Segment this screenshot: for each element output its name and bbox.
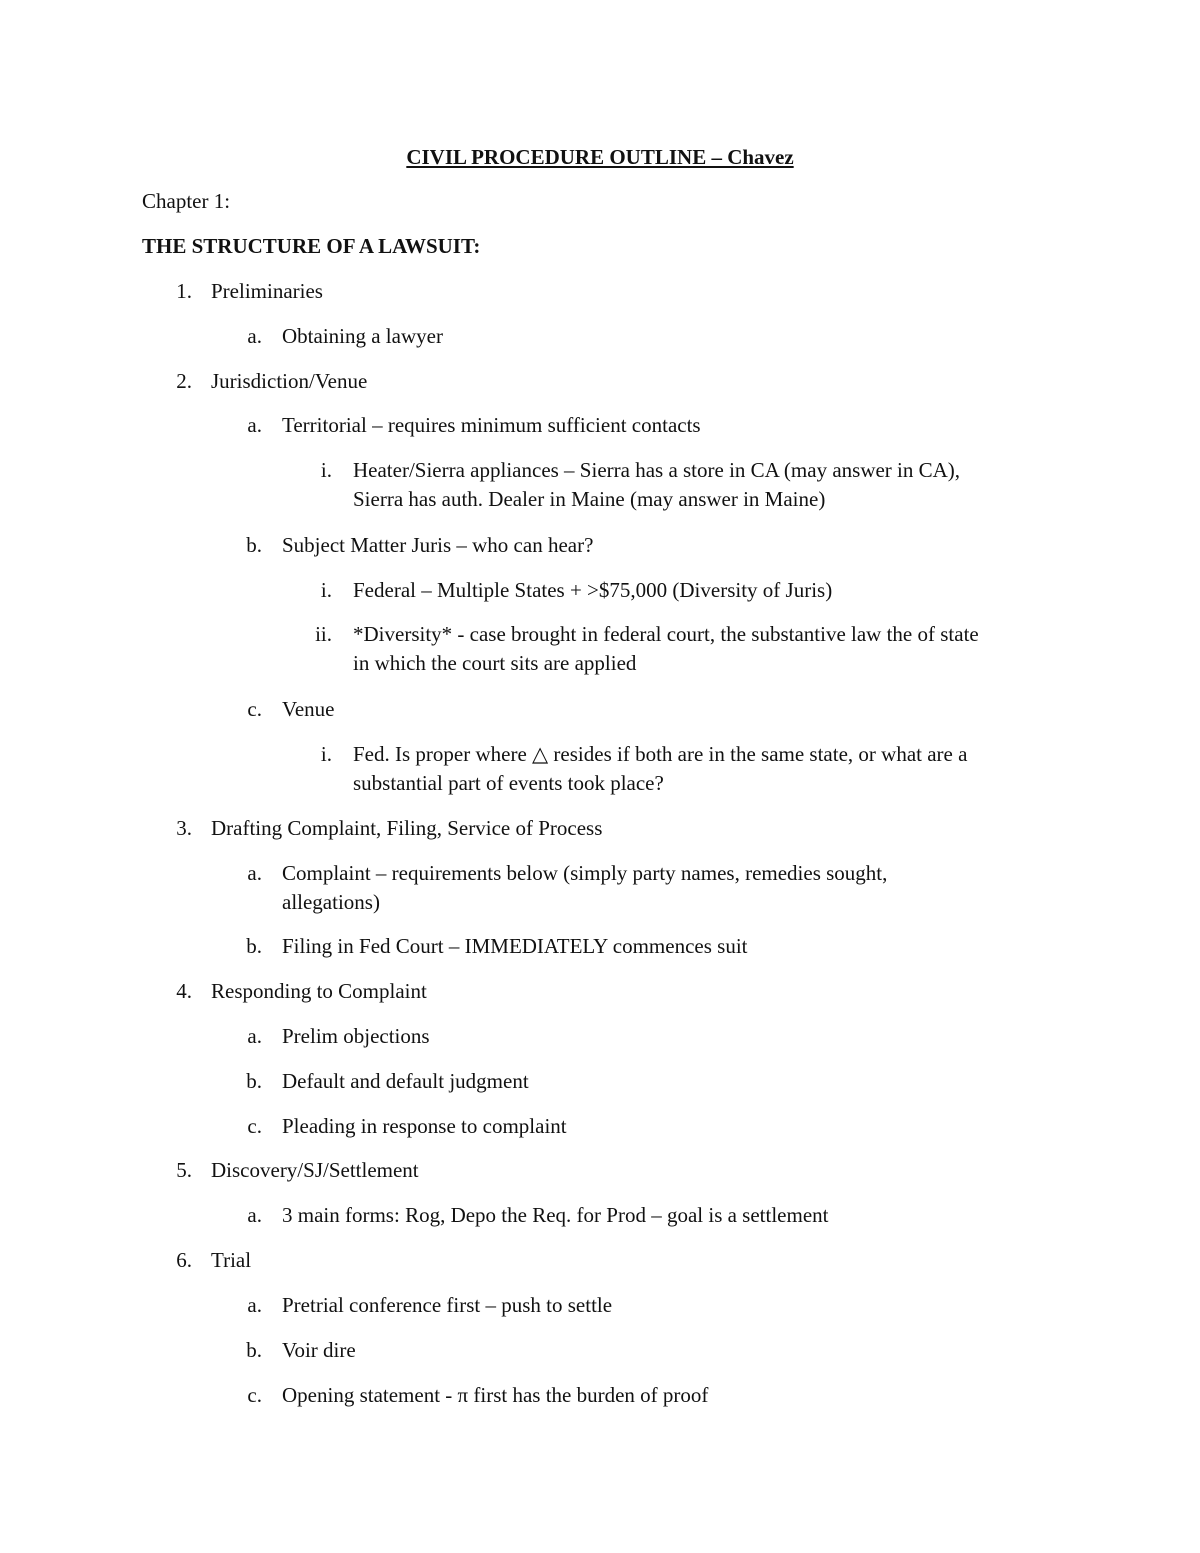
outline-text: Preliminaries <box>211 279 323 303</box>
document-title: CIVIL PROCEDURE OUTLINE – Chavez <box>406 145 794 169</box>
outline-text: Complaint – requirements below (simply party names, remedies sought, <box>282 861 888 885</box>
outline-text: Fed. Is proper where △ resides if both are in the same state, or what are a <box>353 742 968 766</box>
outline-text: Pleading in response to complaint <box>282 1114 567 1138</box>
outline-text: 3 main forms: Rog, Depo the Req. for Prod – goal is a settlement <box>282 1203 829 1227</box>
outline-marker: a. <box>247 324 262 348</box>
outline-marker: i. <box>320 742 332 766</box>
outline-text: Territorial – requires minimum sufficient contacts <box>282 413 701 437</box>
outline-marker: a. <box>247 1203 262 1227</box>
outline-text: Venue <box>282 697 335 721</box>
outline-text: Discovery/SJ/Settlement <box>211 1158 419 1182</box>
outline-marker: a. <box>247 861 262 885</box>
outline-marker: b. <box>246 533 262 557</box>
outline-text: Jurisdiction/Venue <box>211 369 368 393</box>
outline-text: Trial <box>211 1248 252 1272</box>
outline-marker: 4. <box>176 979 192 1003</box>
outline-text: Drafting Complaint, Filing, Service of Process <box>211 816 603 840</box>
outline-marker: c. <box>247 1383 262 1407</box>
outline-marker: b. <box>246 934 262 958</box>
chapter-label: Chapter 1: <box>142 189 231 213</box>
outline-marker: a. <box>247 1024 262 1048</box>
outline-text: Obtaining a lawyer <box>282 324 443 348</box>
outline-marker: i. <box>320 458 332 482</box>
outline-text: Federal – Multiple States + >$75,000 (Diversity of Juris) <box>353 578 833 602</box>
outline-text-continuation: in which the court sits are applied <box>353 651 637 675</box>
outline-text-continuation: Sierra has auth. Dealer in Maine (may answer in Maine) <box>353 487 826 511</box>
outline-marker: 6. <box>176 1248 192 1272</box>
section-heading: THE STRUCTURE OF A LAWSUIT: <box>142 234 481 258</box>
outline-text: Heater/Sierra appliances – Sierra has a store in CA (may answer in CA), <box>353 458 961 482</box>
outline-text: Filing in Fed Court – IMMEDIATELY commences suit <box>282 934 748 958</box>
outline-text: Pretrial conference first – push to settle <box>282 1293 613 1317</box>
outline-marker: a. <box>247 413 262 437</box>
outline-marker: 5. <box>176 1158 192 1182</box>
outline-text: Default and default judgment <box>282 1069 529 1093</box>
outline-marker: c. <box>247 697 262 721</box>
outline-text: Subject Matter Juris – who can hear? <box>282 533 594 557</box>
outline-marker: b. <box>246 1338 262 1362</box>
outline-marker: 1. <box>176 279 192 303</box>
outline-marker: c. <box>247 1114 262 1138</box>
outline-text: Responding to Complaint <box>211 979 427 1003</box>
outline-text: Opening statement - π first has the burden of proof <box>282 1383 709 1407</box>
outline-marker: 3. <box>176 816 192 840</box>
outline-text-continuation: allegations) <box>282 890 380 914</box>
outline-text: Voir dire <box>282 1338 356 1362</box>
outline-text: Prelim objections <box>282 1024 430 1048</box>
outline-marker: a. <box>247 1293 262 1317</box>
outline-marker: 2. <box>176 369 192 393</box>
outline-marker: b. <box>246 1069 262 1093</box>
outline-marker: ii. <box>315 622 332 646</box>
outline-text-continuation: substantial part of events took place? <box>353 771 664 795</box>
outline-marker: i. <box>320 578 332 602</box>
outline-text: *Diversity* - case brought in federal court, the substantive law the of state <box>353 622 979 646</box>
